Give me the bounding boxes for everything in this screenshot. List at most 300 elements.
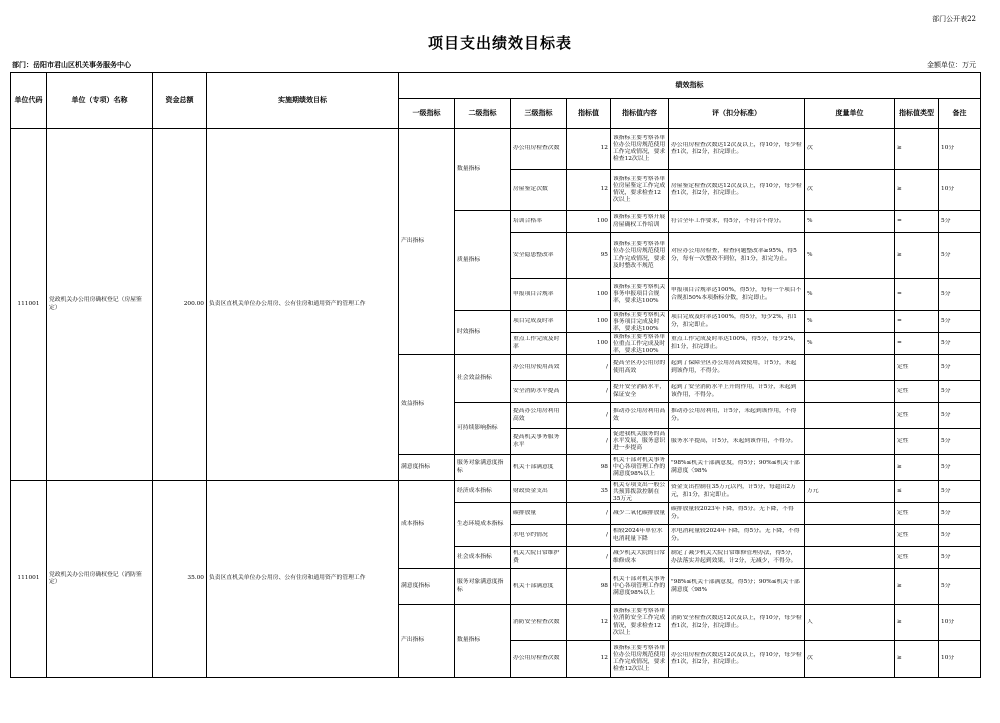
level2-cell: 经济成本指标: [455, 481, 511, 503]
col-name: 单位（专项）名称: [47, 73, 153, 129]
value-type-cell: [895, 311, 939, 333]
indicator-value-cell: [567, 403, 611, 429]
indicator-content-cell-text: 推动办公用房利用高效: [613, 408, 666, 422]
indicator-value-cell: [567, 641, 611, 678]
unit-code-cell: 111001: [11, 481, 47, 678]
indicator-value-cell-text: 100: [596, 317, 608, 324]
note-cell: [939, 569, 981, 605]
indicator-l3-cell: [511, 503, 567, 525]
measure-unit-cell: [805, 569, 895, 605]
indicator-l3-cell-text: 机关干部满意度: [513, 582, 554, 589]
indicator-content-cell: [611, 503, 669, 525]
value-type-cell-text: =: [897, 290, 902, 297]
measure-unit-cell: [805, 233, 895, 279]
scoring-standard-cell: [669, 569, 805, 605]
note-cell-text: 10分: [941, 186, 955, 193]
indicator-content-cell-text: 该指标主要考察机关事务申报项目合规率，要求达100%: [613, 283, 666, 305]
note-cell: [939, 355, 981, 381]
indicator-content-cell: [611, 525, 669, 547]
indicator-value-cell: [567, 503, 611, 525]
indicator-l3-cell: [511, 569, 567, 605]
indicator-value-cell: [567, 279, 611, 311]
table-row: [11, 129, 981, 170]
department-label: 部门：岳阳市君山区机关事务服务中心: [12, 60, 131, 69]
col-indicators: 绩效指标: [399, 73, 981, 99]
scoring-standard-cell-text: 房屋鉴定检查次数达12次及以上，得10分，每少检查1次，扣2分，扣完即止。: [671, 182, 802, 196]
value-type-cell: [895, 481, 939, 503]
performance-table: [10, 72, 981, 678]
scoring-standard-cell-text: 推动办公用房利用，计5分，未起到该作用，不得分。: [671, 408, 797, 422]
note-cell: [939, 429, 981, 455]
indicator-value-cell-text: /: [606, 437, 608, 444]
indicator-l3-cell: [511, 525, 567, 547]
indicator-value-cell: [567, 481, 611, 503]
note-cell: [939, 170, 981, 211]
indicator-value-cell-text: 100: [596, 217, 608, 224]
indicator-l3-cell-text: 办公用房检查次数: [513, 145, 560, 152]
note-cell: [939, 641, 981, 678]
col-content: 指标值内容: [611, 99, 669, 129]
indicator-l3-cell: [511, 481, 567, 503]
scoring-standard-cell: [669, 455, 805, 481]
measure-unit-cell: [805, 333, 895, 355]
indicator-l3-cell-text: 安全消防水平提高: [513, 387, 560, 394]
scoring-standard-cell: [669, 525, 805, 547]
indicator-value-cell: [567, 170, 611, 211]
level2-cell: 服务对象满意度指标: [455, 569, 511, 605]
indicator-value-cell-text: 95: [600, 251, 608, 258]
value-type-cell: [895, 641, 939, 678]
measure-unit-cell: [805, 641, 895, 678]
measure-unit-cell: [805, 481, 895, 503]
scoring-standard-cell-text: "98%≤机关干部满意度，得5分；90%≤机关干部满意度〈98%: [671, 579, 800, 593]
indicator-value-cell-text: 12: [600, 145, 608, 152]
value-type-cell: [895, 333, 939, 355]
note-cell: [939, 503, 981, 525]
indicator-l3-cell-text: 培训合格率: [513, 217, 542, 224]
scoring-standard-cell: [669, 355, 805, 381]
scoring-standard-cell-text: 对应办公用房检查，检查问题整改率≥95%，得5分，每有一次整改不到位，扣1分，扣完为止。: [671, 248, 797, 262]
note-cell: [939, 525, 981, 547]
indicator-value-cell-text: 12: [600, 655, 608, 662]
indicator-l3-cell-text: 提高办公用房利用高效: [513, 408, 560, 422]
scoring-standard-cell-text: 申报项目合规率达100%，得5分，每有一个项目不合规扣50%本项指标分数，扣完即止。: [671, 287, 802, 301]
note-cell: [939, 455, 981, 481]
indicator-content-cell-text: 该指标主要考察各单位办公用房规范使用工作完成情况，要求及时整改不规范: [613, 241, 666, 269]
amount-cell: 35.00: [153, 481, 207, 678]
scoring-standard-cell-text: 水电消耗量较2024年下降，得5分。无下降，不得分。: [671, 528, 800, 542]
col-amount: 资金总额: [153, 73, 207, 129]
value-type-cell-text: ≥: [897, 251, 902, 258]
value-type-cell: [895, 569, 939, 605]
measure-unit-cell: [805, 355, 895, 381]
indicator-content-cell-text: 促进我机关服务的高水平发展，服务意识进一步提高: [613, 430, 666, 452]
note-cell-text: 5分: [941, 509, 951, 516]
note-cell: [939, 333, 981, 355]
note-cell: [939, 381, 981, 403]
measure-unit-cell: [805, 525, 895, 547]
value-type-cell-text: =: [897, 217, 902, 224]
measure-unit-cell-text: %: [807, 251, 813, 258]
indicator-content-cell: [611, 311, 669, 333]
value-type-cell: [895, 355, 939, 381]
indicator-content-cell-text: 减少二氧化碳排放量: [613, 509, 666, 516]
indicator-l3-cell: [511, 381, 567, 403]
indicator-value-cell-text: /: [606, 553, 608, 560]
measure-unit-cell-text: %: [807, 290, 813, 297]
value-type-cell: [895, 455, 939, 481]
level2-cell: 服务对象满意度指标: [455, 455, 511, 481]
col-value: 指标值: [567, 99, 611, 129]
indicator-content-cell-text: 该指标主要考察各单位办公用房规范使用工作完成情况，要求检查12次以上: [613, 644, 666, 673]
indicator-l3-cell: [511, 311, 567, 333]
indicator-content-cell-text: 该指标主要考察各单位消防安全工作完成情况，要求检查12次以上: [613, 608, 666, 636]
value-type-cell-text: ≤: [897, 487, 902, 494]
note-cell-text: 5分: [941, 411, 951, 418]
indicator-content-cell: [611, 641, 669, 678]
measure-unit-cell: [805, 170, 895, 211]
level2-cell: 生态环境成本指标: [455, 503, 511, 547]
scoring-standard-cell: [669, 481, 805, 503]
measure-unit-cell-text: %: [807, 339, 813, 346]
measure-unit-cell: [805, 311, 895, 333]
target-cell: 负责区直机关单位办公用房、公有住房和通用资产的管理工作: [207, 129, 399, 481]
note-cell-text: 5分: [941, 437, 951, 444]
indicator-value-cell: [567, 429, 611, 455]
level1-cell: 效益指标: [399, 355, 455, 455]
value-type-cell-text: 定性: [897, 437, 909, 444]
indicator-content-cell-text: 减少机关大院的日常维修成本: [613, 550, 666, 564]
level2-cell: 社会成本指标: [455, 547, 511, 569]
indicator-l3-cell-text: 项目完成及时率: [513, 317, 554, 324]
scoring-standard-cell-text: 起到了安全消防水平上升的作用，计5分，未起到该作用，不得分。: [671, 384, 797, 398]
indicator-l3-cell: [511, 429, 567, 455]
indicator-content-cell: [611, 170, 669, 211]
page-title: 项目支出绩效目标表: [427, 34, 572, 52]
note-cell-text: 10分: [941, 655, 955, 662]
indicator-value-cell: [567, 355, 611, 381]
scoring-standard-cell-text: 制定了减少机关大院日常维修管理办法，得5分，办法落实并起到效果，计2分，无减少，不得分。: [671, 550, 797, 564]
value-type-cell: [895, 547, 939, 569]
measure-unit-cell-text: 万元: [807, 487, 819, 494]
value-type-cell-text: =: [897, 339, 902, 346]
scoring-standard-cell: [669, 503, 805, 525]
indicator-value-cell-text: /: [606, 531, 608, 538]
note-cell-text: 5分: [941, 217, 951, 224]
indicator-value-cell-text: 98: [600, 463, 608, 470]
indicator-value-cell-text: 12: [600, 186, 608, 193]
indicator-value-cell: [567, 333, 611, 355]
note-cell-text: 5分: [941, 463, 951, 470]
indicator-l3-cell: [511, 233, 567, 279]
value-type-cell: [895, 129, 939, 170]
note-cell-text: 10分: [941, 145, 955, 152]
value-type-cell-text: ≥: [897, 186, 902, 193]
value-type-cell-text: ≥: [897, 582, 902, 589]
measure-unit-cell: [805, 605, 895, 641]
note-cell: [939, 233, 981, 279]
indicator-value-cell-text: 12: [600, 618, 608, 625]
indicator-l3-cell-text: 碳排放量: [513, 509, 537, 516]
indicator-value-cell-text: 98: [600, 582, 608, 589]
note-cell-text: 5分: [941, 317, 951, 324]
scoring-standard-cell-text: 资金支出控制在35万元以内，计5分，每超出2万元，扣1分，扣完即止。: [671, 484, 796, 498]
indicator-l3-cell-text: 安全隐患整改率: [513, 251, 554, 258]
note-cell: [939, 547, 981, 569]
value-type-cell-text: 定性: [897, 509, 909, 516]
note-cell-text: 5分: [941, 363, 951, 370]
measure-unit-cell-text: %: [807, 217, 813, 224]
col-l1: 一级指标: [399, 99, 455, 129]
scoring-standard-cell-text: 重点工作完成及时率达100%，得5分，每少2%，扣1分，扣完即止。: [671, 336, 800, 350]
value-type-cell-text: ≥: [897, 145, 902, 152]
measure-unit-cell: [805, 381, 895, 403]
measure-unit-cell: [805, 403, 895, 429]
value-type-cell-text: ≥: [897, 655, 902, 662]
indicator-content-cell: [611, 279, 669, 311]
scoring-standard-cell: [669, 547, 805, 569]
scoring-standard-cell: [669, 311, 805, 333]
indicator-content-cell-text: 相较2024年单位水电消耗量下降: [613, 528, 663, 542]
note-cell-text: 5分: [941, 290, 951, 297]
measure-unit-cell: [805, 429, 895, 455]
level1-cell: 产出指标: [399, 605, 455, 678]
scoring-standard-cell: [669, 429, 805, 455]
scoring-standard-cell-text: 消防安全检查次数达12次及以上，得10分，每少检查1次，扣2分，扣完即止。: [671, 615, 802, 629]
indicator-value-cell: [567, 381, 611, 403]
scoring-standard-cell: [669, 333, 805, 355]
indicator-content-cell: [611, 333, 669, 355]
level2-cell: 社会效益指标: [455, 355, 511, 403]
measure-unit-cell: [805, 279, 895, 311]
indicator-value-cell: [567, 547, 611, 569]
indicator-content-cell: [611, 569, 669, 605]
indicator-value-cell: [567, 605, 611, 641]
indicator-l3-cell: [511, 211, 567, 233]
amount-unit-label: 金额单位：万元: [927, 61, 976, 69]
indicator-content-cell: [611, 129, 669, 170]
value-type-cell: [895, 233, 939, 279]
note-cell: [939, 211, 981, 233]
table-number: 部门公开表22: [932, 15, 976, 23]
indicator-content-cell: [611, 547, 669, 569]
note-cell: [939, 311, 981, 333]
indicator-value-cell: [567, 569, 611, 605]
scoring-standard-cell-text: 碳排放量较2023年下降，得5分。无下降，不得分。: [671, 506, 794, 520]
indicator-content-cell: [611, 481, 669, 503]
measure-unit-cell-text: 次: [807, 145, 813, 152]
level2-cell: 数量指标: [455, 605, 511, 678]
note-cell: [939, 403, 981, 429]
level1-cell: 产出指标: [399, 129, 455, 355]
note-cell-text: 5分: [941, 553, 951, 560]
indicator-l3-cell: [511, 129, 567, 170]
indicator-content-cell-text: 该指标主要考察各单位办公用房规范使用工作完成情况，要求检查12次以上: [613, 134, 666, 163]
indicator-content-cell-text: 机关干部对机关事务中心各项管理工作的满意度98%以上: [613, 575, 666, 597]
value-type-cell-text: ≥: [897, 463, 902, 470]
indicator-value-cell: [567, 455, 611, 481]
indicator-value-cell-text: 100: [596, 290, 608, 297]
measure-unit-cell: [805, 129, 895, 170]
measure-unit-cell-text: 次: [807, 186, 813, 193]
value-type-cell: [895, 170, 939, 211]
note-cell-text: 5分: [941, 487, 951, 494]
value-type-cell: [895, 429, 939, 455]
scoring-standard-cell: [669, 403, 805, 429]
amount-cell: 200.00: [153, 129, 207, 481]
indicator-l3-cell-text: 房屋鉴定次数: [513, 186, 548, 193]
indicator-l3-cell-text: 机关干部满意度: [513, 463, 554, 470]
indicator-content-cell: [611, 211, 669, 233]
indicator-l3-cell: [511, 403, 567, 429]
indicator-content-cell: [611, 403, 669, 429]
scoring-standard-cell: [669, 211, 805, 233]
note-cell: [939, 481, 981, 503]
indicator-l3-cell: [511, 355, 567, 381]
table-row: [11, 481, 981, 503]
indicator-value-cell-text: 100: [596, 339, 608, 346]
scoring-standard-cell: [669, 129, 805, 170]
indicator-content-cell-text: 机关专项支出一般公共预算拨款控制在35万元: [613, 481, 666, 502]
indicator-l3-cell-text: 机关大院日常维护费: [513, 550, 560, 564]
value-type-cell-text: 定性: [897, 387, 909, 394]
project-name-cell: 党政机关办公用房确权登记（房屋鉴定）: [47, 129, 153, 481]
indicator-l3-cell-text: 财政资金支出: [513, 487, 548, 494]
level2-cell: 质量指标: [455, 211, 511, 311]
scoring-standard-cell: [669, 170, 805, 211]
header-row: [11, 73, 981, 99]
measure-unit-cell: [805, 547, 895, 569]
indicator-value-cell-text: /: [606, 363, 608, 370]
measure-unit-cell: [805, 455, 895, 481]
value-type-cell: [895, 503, 939, 525]
value-type-cell-text: =: [897, 317, 902, 324]
value-type-cell: [895, 279, 939, 311]
col-note: 备注: [939, 99, 981, 129]
measure-unit-cell: [805, 503, 895, 525]
measure-unit-cell-text: 人: [807, 618, 813, 625]
indicator-value-cell: [567, 311, 611, 333]
col-measure: 度量单位: [805, 99, 895, 129]
indicator-content-cell: [611, 233, 669, 279]
indicator-l3-cell-text: 重点工作完成及时率: [513, 336, 560, 350]
target-cell: 负责区直机关单位办公用房、公有住房和通用资产的管理工作: [207, 481, 399, 678]
indicator-content-cell: [611, 455, 669, 481]
indicator-content-cell: [611, 605, 669, 641]
value-type-cell: [895, 525, 939, 547]
indicator-value-cell: [567, 211, 611, 233]
indicator-l3-cell-text: 水电节约情况: [513, 531, 548, 538]
indicator-value-cell-text: /: [606, 411, 608, 418]
indicator-l3-cell-text: 消防安全检查次数: [513, 618, 560, 625]
measure-unit-cell-text: 次: [807, 655, 813, 662]
value-type-cell-text: 定性: [897, 531, 909, 538]
indicator-value-cell: [567, 525, 611, 547]
scoring-standard-cell: [669, 279, 805, 311]
indicator-value-cell-text: /: [606, 387, 608, 394]
indicator-l3-cell: [511, 641, 567, 678]
scoring-standard-cell-text: 服务水平提高，计5分，未起到该作用，不得分。: [671, 437, 797, 444]
measure-unit-cell-text: %: [807, 317, 813, 324]
col-code: 单位代码: [11, 73, 47, 129]
level2-cell: 时效指标: [455, 311, 511, 355]
scoring-standard-cell-text: 起到了保障全区办公用房高效使用，计5分，未起到该作用，不得分。: [671, 360, 797, 374]
level1-cell: 成本指标: [399, 481, 455, 569]
indicator-l3-cell: [511, 455, 567, 481]
indicator-l3-cell: [511, 279, 567, 311]
value-type-cell: [895, 211, 939, 233]
indicator-value-cell: [567, 233, 611, 279]
scoring-standard-cell-text: 办公用房检查次数达12次及以上，得10分，每少检查1次，扣2分，扣完即止。: [671, 651, 802, 665]
scoring-standard-cell-text: 符合全年工作要求，得5分，不符合不得分。: [671, 217, 785, 224]
level2-cell: 数量指标: [455, 129, 511, 211]
indicator-content-cell-text: 该指标主要考察各单位重点工作完成及时率，要求达100%: [613, 333, 666, 354]
level2-cell: 可持续影响指标: [455, 403, 511, 455]
indicator-content-cell-text: 提高全区办公用房的使用高效: [613, 360, 666, 374]
measure-unit-cell: [805, 211, 895, 233]
col-type: 指标值类型: [895, 99, 939, 129]
indicator-content-cell: [611, 355, 669, 381]
note-cell-text: 5分: [941, 531, 951, 538]
note-cell-text: 5分: [941, 339, 951, 346]
col-target: 实施期绩效目标: [207, 73, 399, 129]
value-type-cell: [895, 381, 939, 403]
indicator-l3-cell: [511, 605, 567, 641]
note-cell-text: 5分: [941, 387, 951, 394]
value-type-cell-text: ≥: [897, 618, 902, 625]
project-name-cell: 党政机关办公用房确权登记（消防鉴定）: [47, 481, 153, 678]
indicator-content-cell-text: 机关干部对机关事务中心各项管理工作的满意度98%以上: [613, 456, 666, 478]
col-l3: 三级指标: [511, 99, 567, 129]
indicator-l3-cell: [511, 170, 567, 211]
indicator-content-cell: [611, 381, 669, 403]
value-type-cell-text: 定性: [897, 553, 909, 560]
scoring-standard-cell-text: 项目完成及时率达100%，得5分，每少2%，扣1分，扣完即止。: [671, 314, 797, 328]
indicator-content-cell: [611, 429, 669, 455]
value-type-cell-text: 定性: [897, 363, 909, 370]
value-type-cell-text: 定性: [897, 411, 909, 418]
indicator-content-cell-text: 该指标主要考察机关事务项目完成及时率，要求达100%: [613, 311, 666, 332]
note-cell: [939, 279, 981, 311]
indicator-value-cell-text: 35: [600, 487, 608, 494]
indicator-l3-cell-text: 提高机关事务服务水平: [513, 434, 560, 448]
value-type-cell: [895, 403, 939, 429]
indicator-l3-cell: [511, 333, 567, 355]
indicator-l3-cell-text: 办公用房检查次数: [513, 655, 560, 662]
indicator-l3-cell-text: 办公用房使用高效: [513, 363, 560, 370]
value-type-cell: [895, 605, 939, 641]
note-cell: [939, 129, 981, 170]
indicator-content-cell-text: 该指标主要考察各单位房屋鉴定工作完成情况，要求检查12次以上: [613, 175, 666, 204]
scoring-standard-cell: [669, 605, 805, 641]
scoring-standard-cell: [669, 641, 805, 678]
note-cell-text: 10分: [941, 618, 955, 625]
indicator-l3-cell: [511, 547, 567, 569]
scoring-standard-cell: [669, 233, 805, 279]
indicator-l3-cell-text: 申报项目合规率: [513, 290, 554, 297]
note-cell-text: 5分: [941, 582, 951, 589]
level1-cell: 满意度指标: [399, 569, 455, 605]
note-cell: [939, 605, 981, 641]
indicator-value-cell-text: /: [606, 509, 608, 516]
unit-code-cell: 111001: [11, 129, 47, 481]
col-score: 评（扣分标准）: [669, 99, 805, 129]
col-l2: 二级指标: [455, 99, 511, 129]
scoring-standard-cell-text: 办公用房检查次数达12次及以上，得10分，每少检查1次，扣2分，扣完即止。: [671, 141, 802, 155]
indicator-value-cell: [567, 129, 611, 170]
scoring-standard-cell-text: "98%≤机关干部满意度，得5分；90%≤机关干部满意度〈98%: [671, 460, 800, 474]
level1-cell: 满意度指标: [399, 455, 455, 481]
